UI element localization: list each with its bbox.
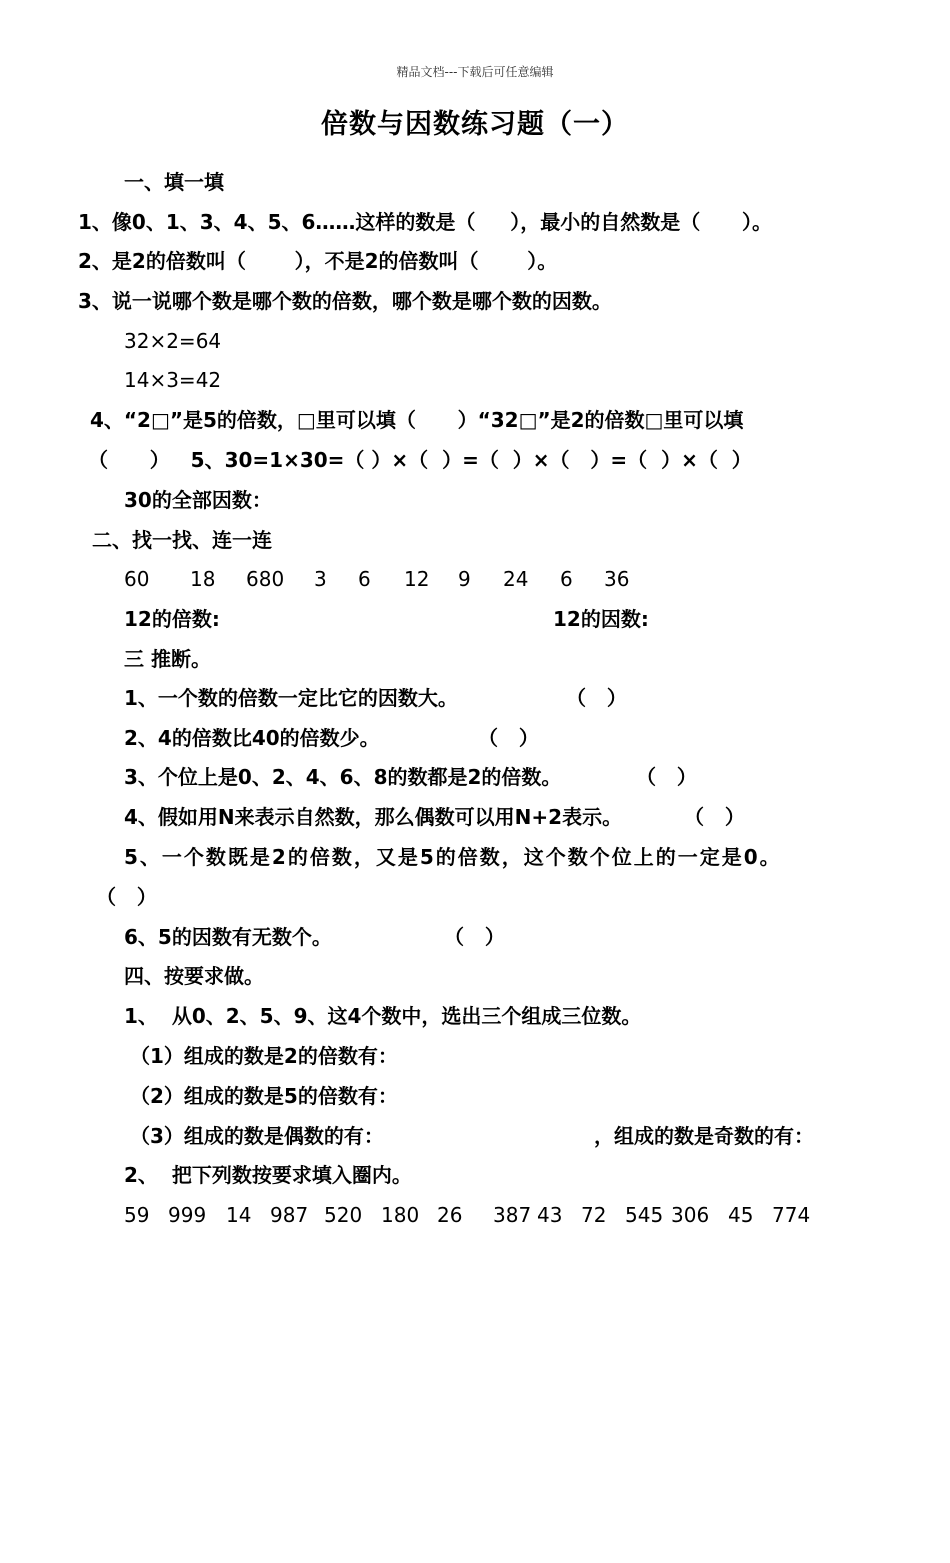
s2-number: 60 <box>124 567 150 591</box>
header-note: 精品文档---下载后可任意编辑 <box>396 65 554 79</box>
s1-question-1: 1、像0、1、3、4、5、6……这样的数是（ ），最小的自然数是（ ）。 <box>78 210 773 234</box>
s2-number: 9 <box>458 567 471 591</box>
page-title: 倍数与因数练习题（一） <box>321 109 629 140</box>
s4-number: 45 <box>728 1203 754 1227</box>
s3-answer-paren-3: （ ） <box>636 765 697 789</box>
s4-number: 545 <box>625 1203 664 1227</box>
s1-q3-equation-2: 14×3=42 <box>124 368 222 392</box>
section-3-heading: 三 推断。 <box>124 647 211 671</box>
s4-question-1: 1、 从0、2、5、9、这4个数中，选出三个组成三位数。 <box>124 1004 642 1028</box>
s4-number: 987 <box>270 1203 309 1227</box>
s1-question-5-factors: 30的全部因数： <box>124 488 272 512</box>
s3-judgment-2: 2、4的倍数比40的倍数少。 <box>124 726 380 750</box>
s3-judgment-5: 5、一个数既是2的倍数，又是5的倍数，这个数个位上的一定是0。 <box>124 845 782 869</box>
s2-number: 6 <box>358 567 371 591</box>
s2-multiples-label: 12的倍数: <box>124 607 220 631</box>
s2-number: 24 <box>503 567 529 591</box>
s2-number: 36 <box>604 567 630 591</box>
s4-number: 180 <box>381 1203 420 1227</box>
s4-number: 14 <box>226 1203 252 1227</box>
s2-factors-label: 12的因数: <box>553 607 649 631</box>
s1-question-2: 2、是2的倍数叫（ ），不是2的倍数叫（ ）。 <box>78 249 558 273</box>
s3-judgment-4: 4、假如用N来表示自然数，那么偶数可以用N+2表示。 <box>124 805 623 829</box>
s2-number: 3 <box>314 567 327 591</box>
s4-q1-part-3-even: （3）组成的数是偶数的有： <box>130 1124 384 1148</box>
s3-answer-paren-2: （ ） <box>478 726 539 750</box>
section-1-heading: 一、填一填 <box>124 170 224 194</box>
s4-q1-part-2: （2）组成的数是5的倍数有： <box>130 1084 398 1108</box>
section-2-heading: 二、找一找、连一连 <box>92 528 272 552</box>
s3-answer-paren-6: （ ） <box>444 925 505 949</box>
s4-question-2: 2、 把下列数按要求填入圈内。 <box>124 1163 412 1187</box>
s2-number: 6 <box>560 567 573 591</box>
s3-answer-paren-1: （ ） <box>566 686 627 710</box>
s2-number: 12 <box>404 567 430 591</box>
s3-judgment-1: 1、一个数的倍数一定比它的因数大。 <box>124 686 458 710</box>
s4-number: 72 <box>581 1203 607 1227</box>
s1-question-4-5-cont: （ ） 5、30=1×30=（ ）×（ ）=（ ）×（ ）=（ ）×（ ） <box>88 448 752 472</box>
s2-number: 680 <box>246 567 285 591</box>
s1-q3-equation-1: 32×2=64 <box>124 329 222 353</box>
s3-judgment-3: 3、个位上是0、2、4、6、8的数都是2的倍数。 <box>124 765 562 789</box>
s2-number: 18 <box>190 567 216 591</box>
section-4-heading: 四、按要求做。 <box>124 964 264 988</box>
s4-q1-part-3-odd: ，组成的数是奇数的有： <box>594 1124 814 1148</box>
s1-question-4: 4、“2□”是5的倍数，□里可以填（ ）“32□”是2的倍数□里可以填 <box>90 408 744 432</box>
s3-judgment-6: 6、5的因数有无数个。 <box>124 925 332 949</box>
s4-number: 306 <box>671 1203 710 1227</box>
s4-number: 59 <box>124 1203 150 1227</box>
s3-answer-paren-5: （ ） <box>96 885 157 909</box>
s4-number: 43 <box>537 1203 563 1227</box>
s4-number: 387 <box>493 1203 532 1227</box>
s4-number: 520 <box>324 1203 363 1227</box>
s4-q1-part-1: （1）组成的数是2的倍数有： <box>130 1044 398 1068</box>
s4-number-row <box>0 1203 950 1563</box>
s1-question-3: 3、说一说哪个数是哪个数的倍数，哪个数是哪个数的因数。 <box>78 289 612 313</box>
s4-number: 26 <box>437 1203 463 1227</box>
s4-number: 999 <box>168 1203 207 1227</box>
s3-answer-paren-4: （ ） <box>684 805 745 829</box>
s4-number: 774 <box>772 1203 811 1227</box>
